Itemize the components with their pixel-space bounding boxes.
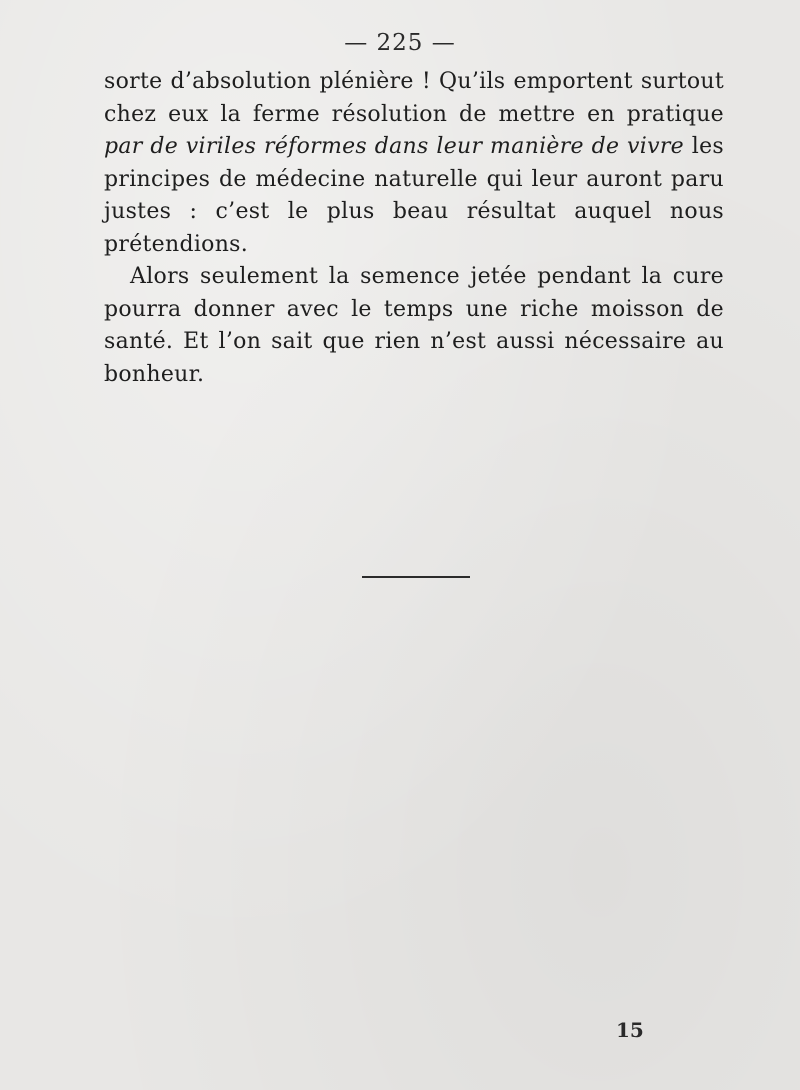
page-number-header: — 225 — [344, 30, 456, 56]
paragraph-2: Alors seulement la semence jetée pendant la cure pourra donner avec le temps une riche moisson de santé. Et l’on sait que rien n’est aussi nécessaire au bonheur. [104, 264, 724, 387]
body-text [104, 66, 724, 391]
paragraph-1 [104, 66, 724, 261]
signature-mark: 15 [616, 1018, 644, 1042]
paragraph-1-text-b: les principes de médecine naturelle qui leur auront paru justes : c’est le plus beau résultat auquel nous prétendions. [104, 134, 724, 257]
paragraph-1-italic: par de viriles réformes dans leur manière de vivre [104, 134, 684, 159]
section-end-rule [362, 576, 470, 578]
paragraph-1-text-a: sorte d’absolution plénière ! Qu’ils emportent surtout chez eux la ferme résolution de mettre en pratique [104, 69, 724, 127]
